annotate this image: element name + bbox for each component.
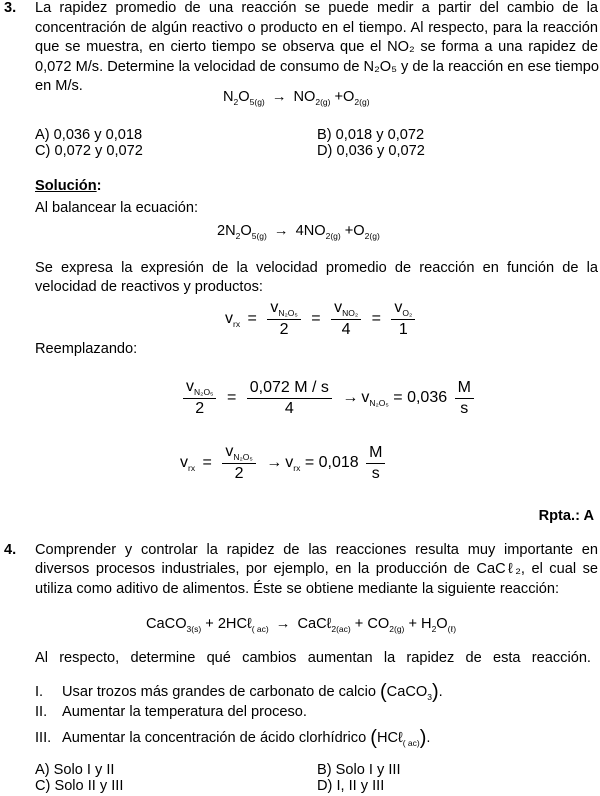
- subscript: 2: [233, 97, 239, 107]
- subscript: 2: [235, 231, 241, 241]
- formula-text: CaCℓ: [297, 616, 332, 632]
- subscript: 2(g): [354, 97, 370, 107]
- statement-text: Usar trozos más grandes de carbonato de calcio: [62, 684, 376, 700]
- q4-reaction-equation: [146, 616, 456, 634]
- v-symbol: v: [180, 454, 188, 472]
- v-symbol: v: [361, 389, 370, 407]
- formula-text: +O: [330, 89, 355, 105]
- unit-fraction: [366, 444, 385, 483]
- equals: =: [311, 310, 321, 328]
- fraction-n2o5: [183, 378, 216, 418]
- rx-sub: rx: [293, 463, 301, 474]
- equals: =: [226, 389, 237, 407]
- subscript: 5(g): [251, 231, 267, 241]
- result-value: = 0,018: [304, 454, 359, 472]
- formula: [377, 730, 420, 746]
- statement-2: [35, 704, 307, 720]
- arrow: →: [267, 89, 291, 105]
- n2o5-sub: N₂O₅: [233, 452, 253, 462]
- formula-text: + H: [404, 616, 432, 632]
- formula-text: N: [223, 89, 234, 105]
- expr-text-line: Se expresa la expresión de la velocidad promedio de reacción en función de la: [35, 260, 598, 276]
- denominator: 2: [234, 465, 244, 482]
- formula-text: + CO: [350, 616, 390, 632]
- no2-sub: NO₂: [342, 308, 359, 318]
- subscript: 5(g): [249, 97, 265, 107]
- subscript: ( ac): [251, 624, 269, 634]
- step2-equation: [180, 443, 388, 483]
- option-c: C) 0,072 y 0,072: [35, 143, 143, 159]
- option-d: D) I, II y III: [317, 778, 385, 794]
- subscript: 2(g): [389, 624, 405, 634]
- subscript: 2: [431, 624, 437, 634]
- equals: =: [247, 310, 257, 328]
- formula-text: +O: [340, 223, 365, 239]
- expr-text-line: velocidad de reactivos y productos:: [35, 279, 263, 295]
- rate-expression: [225, 299, 418, 339]
- subscript: 2(g): [364, 231, 380, 241]
- solution-title: Solución: [35, 178, 97, 194]
- unit-den: s: [460, 399, 469, 417]
- subscript: 3: [427, 692, 432, 702]
- equals: =: [371, 310, 381, 328]
- subscript: 2(ac): [331, 624, 351, 634]
- formula-text: 4NO: [295, 223, 326, 239]
- q4-text-line: Comprender y controlar la rapidez de las reacciones resulta muy importante en: [35, 542, 598, 558]
- denominator: 2: [195, 400, 205, 417]
- option-b: B) Solo I y III: [317, 762, 401, 778]
- v-symbol: v: [394, 299, 403, 316]
- v-symbol: v: [285, 454, 294, 472]
- statement-3: III. Aumentar la concentración de ácido clorhídrico (HCℓ$_{( ac)}$).: [35, 727, 431, 749]
- unit-fraction: [455, 379, 474, 418]
- fraction-given: [247, 379, 332, 418]
- statement-text: Aumentar la concentración de ácido clorhídrico: [62, 730, 367, 746]
- formula-text: NO: [293, 89, 316, 105]
- formula: [387, 684, 432, 700]
- subscript: ( ac): [402, 738, 420, 748]
- formula-text: HCℓ: [376, 730, 403, 746]
- solution-heading: [35, 178, 102, 194]
- denominator: 4: [284, 399, 294, 417]
- replace-text: Reemplazando:: [35, 341, 138, 357]
- option-d: D) 0,036 y 0,072: [317, 143, 425, 159]
- q3-text-line: en M/s.: [35, 78, 83, 94]
- fraction-n2o5: [267, 299, 300, 339]
- result-value: = 0,036: [393, 389, 448, 407]
- formula-text: CaCO: [146, 616, 187, 632]
- balance-text: Al balancear la ecuación:: [35, 200, 199, 216]
- subscript: 2(g): [325, 231, 341, 241]
- denominator: 1: [398, 321, 408, 338]
- q3-text-line: concentración de algún reactivo o producto en el tiempo. Al respecto, para la reacción: [35, 20, 598, 36]
- option-b: B) 0,018 y 0,072: [317, 127, 425, 143]
- v-symbol: v: [225, 443, 234, 460]
- answer: Rpta.: A: [538, 508, 594, 524]
- n2o5-sub: N₂O₅: [194, 387, 214, 397]
- roman-numeral: III.: [35, 730, 52, 746]
- q4-text-line: diversos procesos industriales, por ejemplo, en la producción de CaCℓ₂, el cual se: [35, 561, 598, 577]
- n2o5-sub: N₂O₅: [369, 398, 389, 409]
- q4-question: Al respecto, determine qué cambios aumentan la rapidez de esta reacción.: [35, 650, 591, 666]
- v-symbol: v: [225, 310, 233, 328]
- statement-text: Aumentar la temperatura del proceso.: [62, 704, 307, 720]
- v-symbol: v: [186, 378, 194, 395]
- formula-text: O: [240, 223, 252, 239]
- formula-text: 2N: [217, 223, 236, 239]
- equals: =: [202, 454, 212, 472]
- arrow: →: [342, 389, 359, 407]
- denominator: 2: [279, 321, 289, 338]
- q3-text-line: 0,072 M/s. Determine la velocidad de consumo de N₂O₅ y de la reacción en ese tiempo: [35, 59, 599, 75]
- fraction-o2: [391, 299, 415, 339]
- subscript: (ℓ): [447, 624, 457, 634]
- numerator: 0,072 M / s: [247, 379, 332, 399]
- q3-text-line: que se muestra, en cierto tiempo se observa que el NO₂ se forma a una rapidez de: [35, 39, 598, 55]
- period: .: [438, 684, 443, 700]
- roman-numeral: I.: [35, 684, 44, 700]
- unit-num: M: [455, 379, 474, 399]
- option-a: A) 0,036 y 0,018: [35, 127, 143, 143]
- question-number: 4.: [4, 542, 17, 558]
- unit-num: M: [366, 444, 385, 464]
- option-c: C) Solo II y III: [35, 778, 124, 794]
- balanced-equation: [217, 223, 380, 241]
- rx-sub: rx: [233, 319, 241, 330]
- option-a: A) Solo I y II: [35, 762, 115, 778]
- question-number: 3.: [4, 0, 17, 16]
- formula-text: + 2HCℓ: [201, 616, 252, 632]
- arrow: →: [266, 454, 283, 472]
- formula-text: O: [238, 89, 250, 105]
- roman-numeral: II.: [35, 704, 48, 720]
- subscript: 2(g): [315, 97, 331, 107]
- solution-colon: :: [96, 178, 102, 194]
- o2-sub: O₂: [402, 308, 413, 318]
- step1-equation: [180, 378, 477, 418]
- formula-text: CaCO: [386, 684, 428, 700]
- q3-reaction-equation: [223, 89, 370, 107]
- statement-1: I. Usar trozos más grandes de carbonato de calcio (CaCO$_3$).: [35, 681, 443, 703]
- subscript: 3(s): [186, 624, 202, 634]
- unit-den: s: [371, 464, 380, 482]
- n2o5-sub: N₂O₅: [278, 308, 298, 318]
- v-symbol: v: [334, 299, 343, 316]
- period: .: [426, 730, 431, 746]
- denominator: 4: [341, 321, 351, 338]
- v-symbol: v: [270, 299, 279, 316]
- arrow: →: [269, 223, 293, 239]
- q4-text-line: utiliza como aditivo de alimentos. Éste se obtiene mediante la siguiente reacción:: [35, 581, 560, 597]
- fraction-n2o5: [222, 443, 255, 483]
- fraction-no2: [331, 299, 361, 339]
- q3-text-line: La rapidez promedio de una reacción se puede medir a partir del cambio de la: [35, 0, 598, 16]
- arrow: →: [271, 616, 295, 632]
- formula-text: O: [436, 616, 448, 632]
- rx-sub: rx: [188, 463, 196, 474]
